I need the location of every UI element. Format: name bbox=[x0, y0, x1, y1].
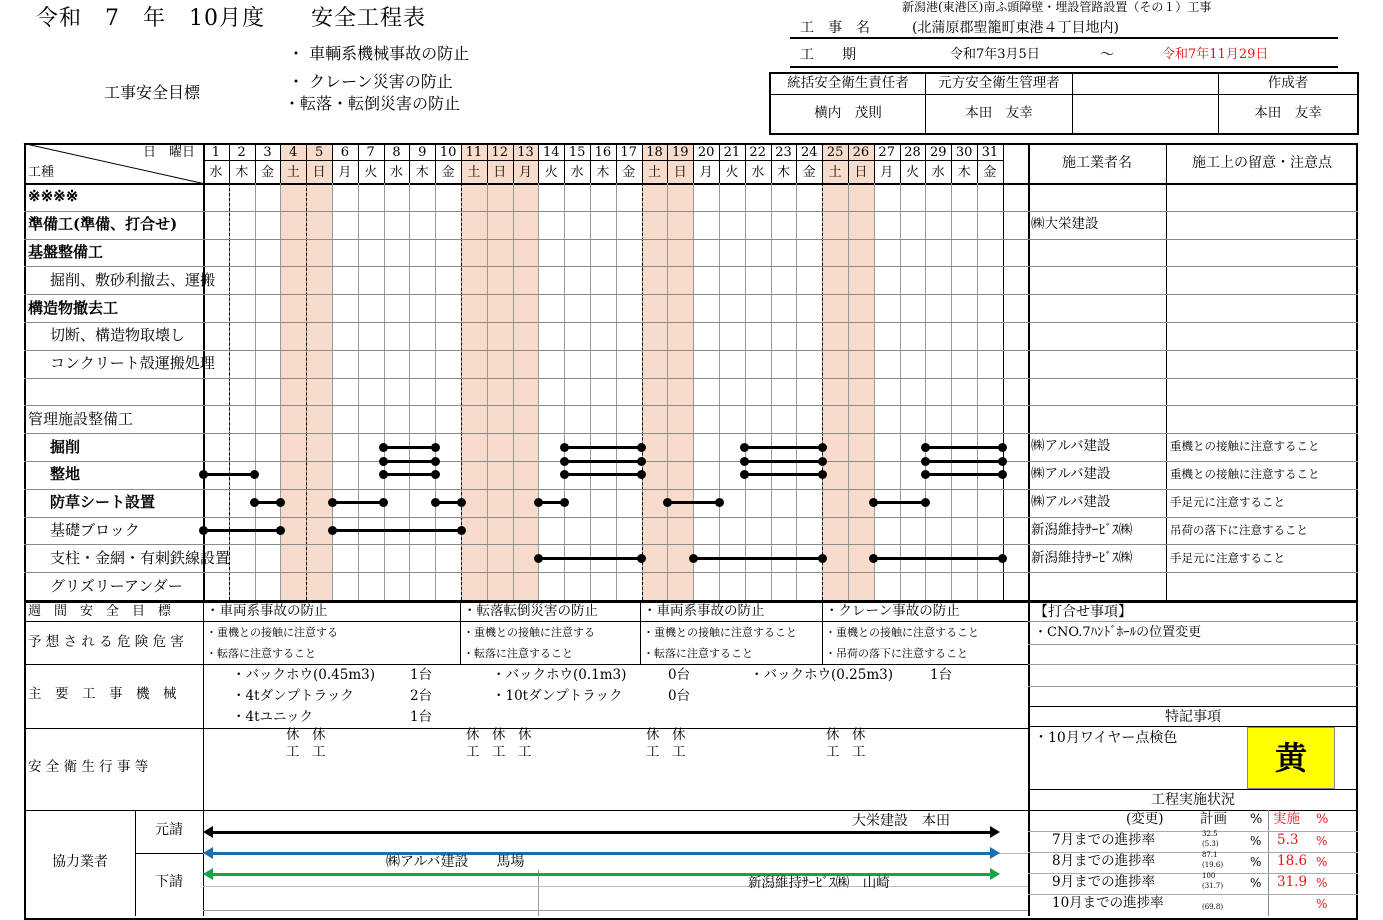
day-weekday: 土 bbox=[647, 165, 661, 180]
schedule-bar bbox=[384, 473, 436, 476]
day-number: 28 bbox=[904, 145, 921, 160]
manager-v1: 横内 茂則 bbox=[814, 105, 882, 122]
schedule-bar bbox=[745, 446, 822, 449]
notes-col-header: 施工上の留意・注意点 bbox=[1192, 155, 1332, 171]
goal-3: ・転落・転倒災害の防止 bbox=[284, 94, 461, 113]
schedule-bar bbox=[667, 501, 719, 504]
row-label: ※※※※ bbox=[28, 187, 79, 206]
schedule-bar-end bbox=[637, 443, 646, 452]
progress-row-label: 8月までの進捗率 bbox=[1052, 853, 1156, 869]
day-number: 2 bbox=[237, 145, 246, 160]
row-label: 防草シート設置 bbox=[50, 493, 156, 512]
day-weekday: 土 bbox=[286, 165, 300, 180]
day-weekday: 金 bbox=[260, 165, 274, 180]
day-number: 13 bbox=[517, 145, 534, 160]
day-weekday: 金 bbox=[802, 165, 816, 180]
machine-name: ・バックホウ(0.45m3) bbox=[232, 667, 375, 683]
row-label: 構造物撤去工 bbox=[28, 298, 119, 317]
row-note: 重機との接触に注意すること bbox=[1170, 467, 1320, 482]
day-number: 10 bbox=[439, 145, 457, 160]
schedule-bar-start bbox=[379, 443, 388, 452]
progress-pct2: % bbox=[1316, 812, 1329, 827]
schedule-bar bbox=[874, 501, 926, 504]
meeting-title: 【打合せ事項】 bbox=[1034, 604, 1132, 620]
holiday-ko: 工 bbox=[826, 744, 840, 760]
project-name-2: (北蒲原郡聖籠町東港４丁目地内) bbox=[912, 20, 1119, 36]
schedule-bar-start bbox=[560, 443, 569, 452]
day-number: 27 bbox=[878, 145, 895, 160]
schedule-bar bbox=[203, 473, 255, 476]
machine-qty: 0台 bbox=[668, 688, 691, 704]
schedule-bar-end bbox=[431, 443, 440, 452]
schedule-bar bbox=[384, 446, 436, 449]
sub2-arrow-head-left bbox=[203, 868, 213, 880]
machines-label: 主 要 工 事 機 械 bbox=[28, 686, 177, 702]
progress-row-pct: % bbox=[1250, 834, 1262, 848]
row-contractor: ㈱アルバ建設 bbox=[1031, 466, 1111, 483]
day-weekday: 木 bbox=[235, 165, 249, 180]
day-number: 24 bbox=[801, 145, 818, 160]
schedule-bar bbox=[564, 460, 641, 463]
day-number: 16 bbox=[594, 145, 612, 160]
row-label: 基礎ブロック bbox=[50, 520, 140, 539]
progress-pct: % bbox=[1250, 812, 1263, 827]
day-weekday: 木 bbox=[776, 165, 790, 180]
sub1-name: ㈱アルバ建設 馬場 bbox=[386, 854, 525, 870]
goal-2: ・ クレーン災害の防止 bbox=[288, 72, 453, 91]
day-weekday: 木 bbox=[596, 165, 610, 180]
schedule-bar-start bbox=[689, 554, 698, 563]
day-number: 1 bbox=[211, 145, 221, 160]
row-contractor: ㈱アルバ建設 bbox=[1031, 493, 1111, 510]
holiday-ko: 工 bbox=[518, 744, 532, 760]
day-number: 29 bbox=[930, 145, 947, 160]
row-label: 準備工(準備、打合せ) bbox=[28, 215, 178, 234]
sub1-arrow bbox=[209, 852, 994, 855]
sub1-arrow-head-right bbox=[990, 847, 1000, 859]
meeting-item: ・CNO.7ﾊﾝﾄﾞﾎｰﾙの位置変更 bbox=[1034, 625, 1202, 640]
hazard-label: 予 想 さ れ る 危 険 危 害 bbox=[28, 634, 184, 650]
day-weekday: 月 bbox=[880, 165, 894, 180]
day-number: 8 bbox=[392, 145, 401, 160]
row-contractor: 新潟維持ｻｰﾋﾞｽ㈱ bbox=[1031, 521, 1133, 538]
holiday-ko: 工 bbox=[646, 744, 660, 760]
schedule-bar-end bbox=[818, 443, 827, 452]
schedule-bar bbox=[745, 473, 822, 476]
row-label: 支柱・金網・有刺鉄線設置 bbox=[50, 548, 231, 567]
progress-row-plan: 32.5 bbox=[1202, 830, 1218, 838]
row-label: 掘削 bbox=[50, 437, 81, 456]
sub2-arrow-head-right bbox=[990, 868, 1000, 880]
progress-actual: 実施 bbox=[1273, 811, 1300, 827]
holiday-ko: 工 bbox=[312, 744, 326, 760]
holiday-kyu: 休 bbox=[672, 727, 686, 743]
safety-events-label: 安 全 衛 生 行 事 等 bbox=[28, 759, 149, 775]
holiday-kyu: 休 bbox=[286, 727, 300, 743]
sub2-name: 新潟維持ｻｰﾋﾞｽ㈱ 山崎 bbox=[748, 875, 890, 891]
manager-h1: 統括安全衛生責任者 bbox=[787, 74, 909, 91]
day-weekday: 月 bbox=[338, 165, 352, 180]
progress-row-label: 7月までの進捗率 bbox=[1052, 832, 1156, 848]
day-weekday: 月 bbox=[518, 165, 532, 180]
goal-1: ・ 車輌系機械事故の防止 bbox=[288, 44, 470, 63]
day-weekday: 日 bbox=[673, 165, 687, 180]
holiday-ko: 工 bbox=[466, 744, 480, 760]
hazard-1: ・重機との接触に注意すること bbox=[825, 626, 979, 639]
progress-row-label: 9月までの進捗率 bbox=[1052, 874, 1156, 890]
day-weekday: 水 bbox=[931, 165, 945, 180]
row-label: グリズリーアンダー bbox=[50, 576, 183, 595]
period-start: 令和7年3月5日 bbox=[950, 47, 1040, 62]
special-title: 特記事項 bbox=[1165, 708, 1221, 725]
holiday-kyu: 休 bbox=[518, 727, 532, 743]
row-label: 掘削、敷砂利撤去、運搬 bbox=[50, 270, 216, 289]
day-weekday: 日 bbox=[312, 165, 326, 180]
day-number: 22 bbox=[749, 145, 766, 160]
holiday-kyu: 休 bbox=[466, 727, 480, 743]
schedule-bar bbox=[925, 446, 1002, 449]
schedule-bar-start bbox=[921, 443, 930, 452]
schedule-bar bbox=[203, 529, 280, 532]
day-number: 11 bbox=[465, 145, 483, 160]
row-label: 切断、構造物取壊し bbox=[50, 326, 186, 345]
schedule-bar-start bbox=[534, 554, 543, 563]
progress-row-plan: 87.1 bbox=[1202, 851, 1218, 859]
schedule-bar-end bbox=[457, 526, 466, 535]
row-label: コンクリート殻運搬処理 bbox=[50, 354, 215, 373]
row-label: 基盤整備工 bbox=[28, 242, 104, 261]
schedule-bar bbox=[745, 460, 822, 463]
holiday-ko: 工 bbox=[286, 744, 300, 760]
day-number: 6 bbox=[340, 145, 350, 160]
hazard-2: ・吊荷の落下に注意すること bbox=[825, 647, 968, 660]
schedule-bar-end bbox=[457, 498, 466, 507]
day-weekday: 月 bbox=[699, 165, 713, 180]
schedule-bar bbox=[384, 460, 436, 463]
machine-qty: 2台 bbox=[410, 688, 433, 704]
day-weekday: 土 bbox=[467, 165, 481, 180]
manager-h2: 元方安全衛生管理者 bbox=[938, 74, 1060, 91]
holiday-kyu: 休 bbox=[312, 727, 326, 743]
hazard-2: ・転落に注意すること bbox=[206, 647, 316, 660]
schedule-bar bbox=[332, 501, 384, 504]
contractor-col-header: 施工業者名 bbox=[1062, 155, 1132, 171]
progress-title: 工程実施状況 bbox=[1151, 792, 1235, 808]
hazard-1: ・重機との接触に注意すること bbox=[643, 626, 797, 639]
row-contractor: 新潟維持ｻｰﾋﾞｽ㈱ bbox=[1031, 549, 1133, 566]
hazard-2: ・転落に注意すること bbox=[643, 647, 753, 660]
day-number: 15 bbox=[568, 145, 586, 160]
prime-name: 大栄建設 本田 bbox=[852, 813, 950, 829]
schedule-bar bbox=[564, 446, 641, 449]
wire-color-badge: 黄 bbox=[1247, 727, 1335, 789]
day-number: 4 bbox=[289, 145, 298, 160]
day-weekday: 土 bbox=[828, 165, 842, 180]
day-weekday: 水 bbox=[751, 165, 765, 180]
day-number: 14 bbox=[543, 145, 560, 160]
weekly-goal: ・クレーン事故の防止 bbox=[825, 603, 960, 619]
schedule-bar-start bbox=[199, 470, 208, 479]
row-note: 吊荷の落下に注意すること bbox=[1170, 522, 1308, 537]
row-label: 整地 bbox=[50, 465, 81, 484]
work-label: 工種 bbox=[28, 165, 55, 180]
row-note: 手足元に注意すること bbox=[1170, 550, 1285, 565]
day-number: 21 bbox=[723, 145, 741, 160]
schedule-bar bbox=[538, 557, 641, 560]
schedule-bar-start bbox=[740, 443, 749, 452]
schedule-bar bbox=[874, 557, 1003, 560]
holiday-kyu: 休 bbox=[826, 727, 840, 743]
machine-name: ・10tダンプトラック bbox=[492, 688, 623, 704]
holiday-ko: 工 bbox=[852, 744, 866, 760]
period-sep: ～ bbox=[1100, 47, 1114, 63]
day-weekday: 金 bbox=[441, 165, 455, 180]
progress-row-pct2: % bbox=[1316, 897, 1328, 911]
holiday-ko: 工 bbox=[672, 744, 686, 760]
row-label: 管理施設整備工 bbox=[28, 409, 134, 428]
day-weekday: 金 bbox=[983, 165, 997, 180]
schedule-bar-start bbox=[431, 498, 440, 507]
page-title: 令和 7 年 10月度 安全工程表 bbox=[36, 6, 426, 31]
machine-name: ・バックホウ(0.1m3) bbox=[492, 667, 627, 683]
day-number: 7 bbox=[366, 145, 375, 160]
day-number: 23 bbox=[775, 145, 792, 160]
progress-row-plan-changed: (19.6) bbox=[1202, 861, 1224, 869]
progress-row-pct2: % bbox=[1316, 834, 1328, 848]
day-number: 30 bbox=[955, 145, 973, 160]
day-weekday: 火 bbox=[364, 165, 378, 180]
schedule-bar bbox=[925, 460, 1002, 463]
progress-row-actual: 31.9 bbox=[1277, 874, 1308, 890]
prime-arrow bbox=[209, 831, 994, 834]
hazard-2: ・転落に注意すること bbox=[463, 647, 573, 660]
day-number: 18 bbox=[646, 145, 663, 160]
progress-row-plan: 100 bbox=[1202, 872, 1216, 880]
day-weekday: 木 bbox=[415, 165, 429, 180]
hazard-1: ・重機との接触に注意する bbox=[463, 626, 595, 639]
day-weekday: 水 bbox=[389, 165, 403, 180]
progress-row-pct2: % bbox=[1316, 855, 1328, 869]
day-weekday: 日 bbox=[493, 165, 507, 180]
day-weekday: 火 bbox=[905, 165, 919, 180]
machine-qty: 1台 bbox=[410, 667, 433, 683]
progress-plan: 計画 bbox=[1200, 811, 1227, 827]
prime-label: 元請 bbox=[155, 822, 183, 838]
machine-name: ・4tダンプトラック bbox=[232, 688, 354, 704]
weekly-goal: ・車両系事故の防止 bbox=[643, 603, 765, 619]
holiday-ko: 工 bbox=[492, 744, 506, 760]
schedule-bar-end bbox=[637, 554, 646, 563]
weekly-goal: ・車両系事故の防止 bbox=[206, 603, 328, 619]
machine-qty: 1台 bbox=[930, 667, 953, 683]
project-label: 工 事 名 bbox=[800, 20, 870, 36]
progress-row-actual: 18.6 bbox=[1277, 853, 1308, 869]
schedule-bar bbox=[925, 473, 1002, 476]
schedule-bar-end bbox=[560, 498, 569, 507]
row-note: 重機との接触に注意すること bbox=[1170, 439, 1320, 454]
machine-name: ・バックホウ(0.25m3) bbox=[750, 667, 893, 683]
manager-h4: 作成者 bbox=[1267, 74, 1309, 91]
day-weekday: 火 bbox=[544, 165, 558, 180]
day-number: 9 bbox=[418, 145, 427, 160]
hazard-1: ・重機との接触に注意する bbox=[206, 626, 338, 639]
weekly-goal-label: 週 間 安 全 目 標 bbox=[28, 604, 172, 619]
machine-name: ・4tユニック bbox=[232, 709, 313, 725]
day-weekday: 金 bbox=[622, 165, 636, 180]
machine-qty: 1台 bbox=[410, 709, 433, 725]
schedule-bar-end bbox=[276, 526, 285, 535]
prime-arrow-head-left bbox=[203, 826, 213, 838]
progress-row-plan-changed: (69.8) bbox=[1202, 903, 1224, 911]
progress-change: (変更) bbox=[1126, 811, 1164, 827]
period-label: 工 期 bbox=[800, 47, 856, 63]
day-weekday: 木 bbox=[957, 165, 971, 180]
row-contractor: ㈱アルバ建設 bbox=[1031, 438, 1111, 455]
day-number: 12 bbox=[491, 145, 508, 160]
prime-arrow-head-right bbox=[990, 826, 1000, 838]
schedule-bar bbox=[693, 557, 822, 560]
progress-row-label: 10月までの進捗率 bbox=[1052, 895, 1164, 911]
goal-label: 工事安全目標 bbox=[104, 83, 201, 102]
schedule-bar-start bbox=[328, 498, 337, 507]
schedule-bar-start bbox=[328, 526, 337, 535]
progress-row-actual: 5.3 bbox=[1277, 832, 1299, 848]
holiday-kyu: 休 bbox=[492, 727, 506, 743]
day-number: 17 bbox=[620, 145, 637, 160]
day-weekday: 火 bbox=[725, 165, 739, 180]
schedule-bar bbox=[332, 529, 461, 532]
schedule-bar-end bbox=[998, 443, 1007, 452]
schedule-bar bbox=[564, 473, 641, 476]
holiday-kyu: 休 bbox=[852, 727, 866, 743]
progress-row-plan-changed: (31.7) bbox=[1202, 882, 1224, 890]
day-weekday: 水 bbox=[209, 165, 223, 180]
progress-row-pct2: % bbox=[1316, 876, 1328, 890]
row-note: 手足元に注意すること bbox=[1170, 494, 1285, 509]
progress-row-pct: % bbox=[1250, 876, 1262, 890]
manager-v2: 本田 友幸 bbox=[965, 105, 1033, 122]
manager-v4: 本田 友幸 bbox=[1254, 105, 1322, 122]
progress-row-pct: % bbox=[1250, 855, 1262, 869]
holiday-kyu: 休 bbox=[646, 727, 660, 743]
row-contractor: ㈱大栄建設 bbox=[1031, 215, 1099, 232]
day-number: 3 bbox=[263, 145, 272, 160]
special-item: ・10月ワイヤー点検色 bbox=[1034, 730, 1178, 746]
sub-label: 下請 bbox=[155, 874, 183, 890]
schedule-bar-end bbox=[715, 498, 724, 507]
day-label: 日 曜日 bbox=[143, 145, 196, 160]
progress-row-plan-changed: (5.3) bbox=[1202, 840, 1219, 848]
sub1-arrow-head-left bbox=[203, 847, 213, 859]
schedule-bar-end bbox=[818, 554, 827, 563]
project-name-1: 新潟港(東港区)南ふ頭障壁・埋設管路設置（その１）工事 bbox=[902, 0, 1212, 14]
day-number: 26 bbox=[852, 145, 870, 160]
schedule-bar-start bbox=[199, 526, 208, 535]
day-number: 31 bbox=[981, 145, 999, 160]
day-number: 20 bbox=[697, 145, 715, 160]
day-weekday: 日 bbox=[854, 165, 868, 180]
day-number: 19 bbox=[672, 145, 689, 160]
partners-label: 協力業者 bbox=[52, 854, 108, 870]
day-number: 25 bbox=[826, 145, 844, 160]
day-weekday: 水 bbox=[570, 165, 584, 180]
weekly-goal: ・転落転倒災害の防止 bbox=[463, 603, 598, 619]
period-end: 令和7年11月29日 bbox=[1162, 47, 1269, 62]
day-number: 5 bbox=[314, 145, 324, 160]
machine-qty: 0台 bbox=[668, 667, 691, 683]
